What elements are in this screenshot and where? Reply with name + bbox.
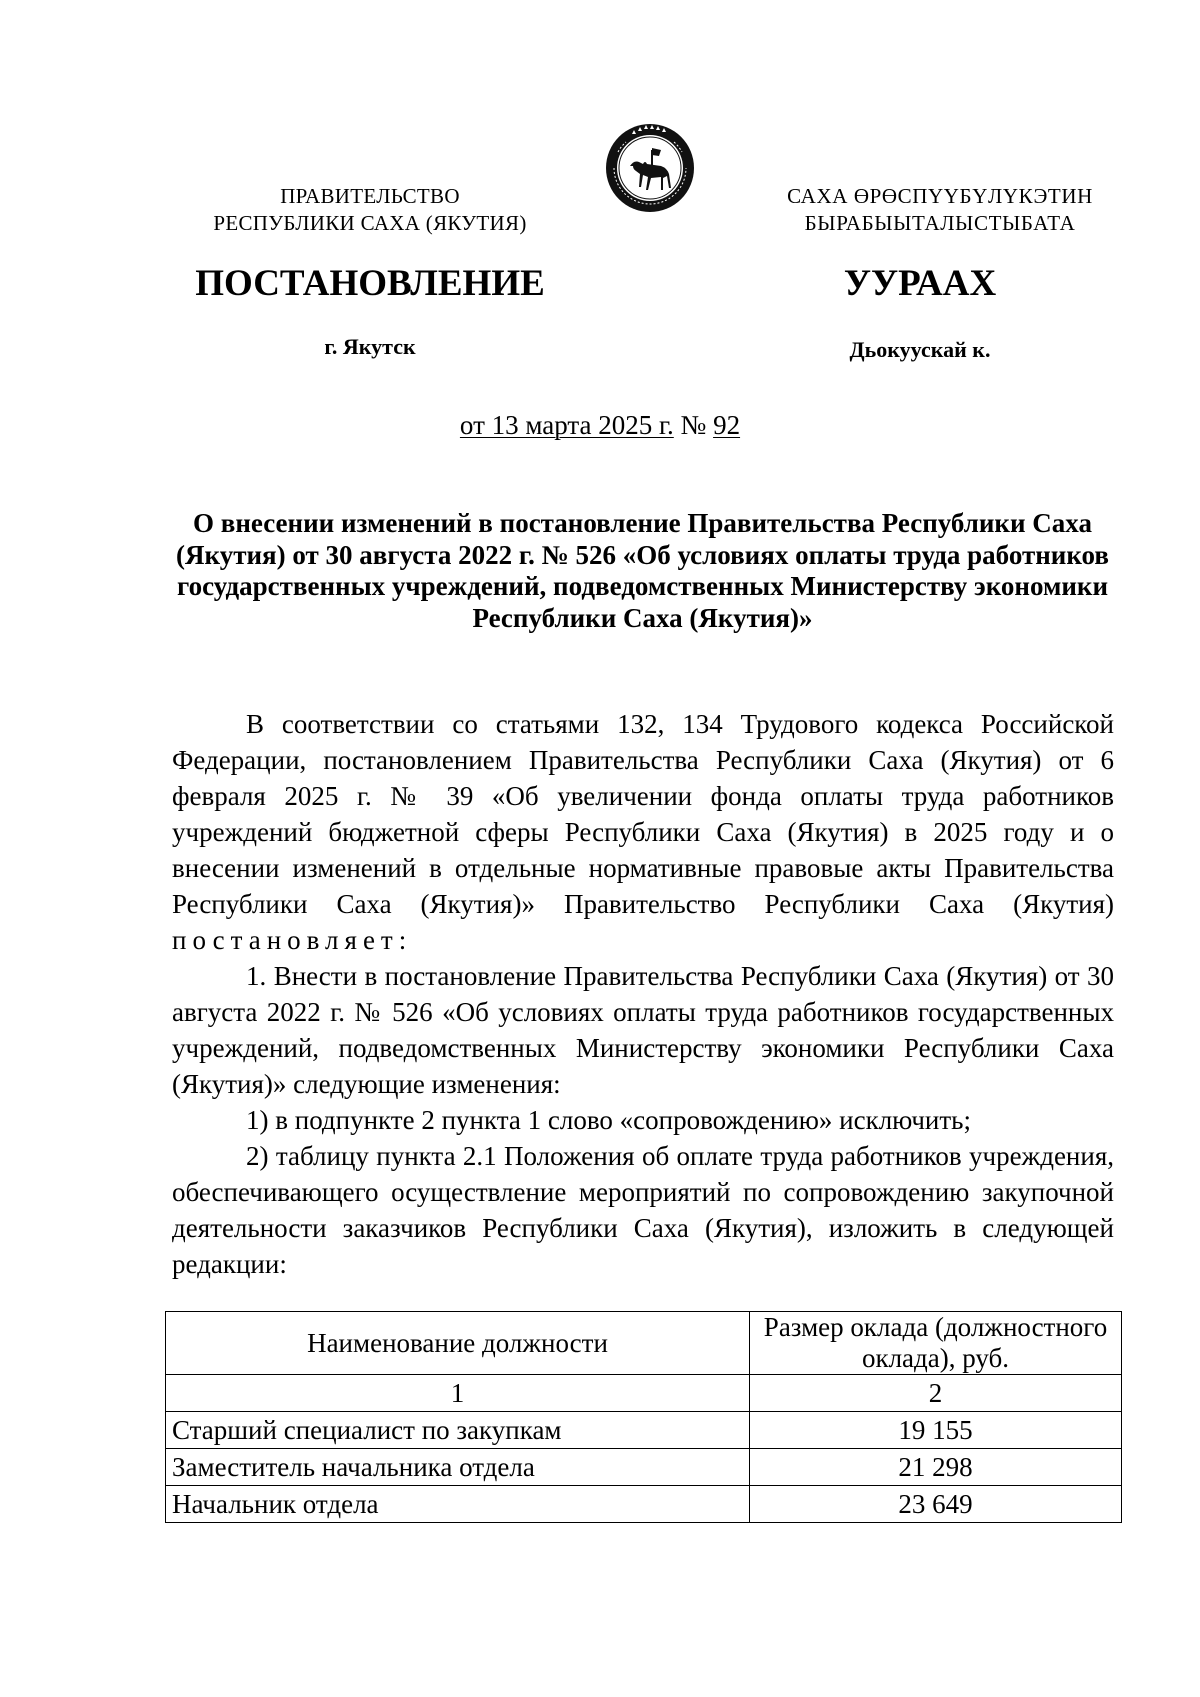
document-date: от 13 марта 2025 г. (459, 410, 674, 440)
subitem-2-paragraph: 2) таблицу пункта 2.1 Положения об оплате труда работников учреждения, обеспечивающего осуществление мероприятий по сопровождению закупочной деятельности заказчиков Республики Саха (Якутия), изложить в следующей редакции: (172, 1141, 1114, 1279)
header-salary: Размер оклада (должностного оклада), руб. (750, 1312, 1122, 1375)
document-title: О внесении изменений в постановление Правительства Республики Саха (Якутия) от 30 августа 2022 г. № 526 «Об условиях оплаты труда работников государственных учреждений, подведомственных Министерству экономики Республики Саха (Якутия)» (176, 508, 1109, 633)
document-number: 92 (713, 410, 741, 440)
position-cell: Старший специалист по закупкам (166, 1412, 750, 1449)
issuer-yakut-line2: БЫРАБЫЫТАЛЫСТЫБАТА (804, 211, 1076, 235)
preamble-verb: постановляет: (172, 925, 413, 955)
document-body (172, 706, 1114, 1282)
column-number-1: 1 (166, 1375, 750, 1412)
item-1-paragraph: 1. Внести в постановление Правительства Республики Саха (Якутия) от 30 августа 2022 г. № 526 «Об условиях оплаты труда работников государственных учреждений, подведомственных Министерству экономики Республики Саха (Якутия)» следующие изменения: (172, 961, 1114, 1099)
position-cell: Начальник отдела (166, 1486, 750, 1523)
salary-cell: 19 155 (750, 1412, 1122, 1449)
doc-type-russian: ПОСТАНОВЛЕНИЕ (195, 263, 545, 304)
issuer-yakut-line1: САХА ӨРӨСПҮҮБҮЛҮКЭТИН (787, 184, 1093, 208)
issuer-russian-line2: РЕСПУБЛИКИ САХА (ЯКУТИЯ) (213, 211, 527, 235)
number-sign: № (680, 410, 707, 440)
table-header-row (166, 1312, 1122, 1375)
coat-of-arms-icon (604, 122, 696, 214)
table-column-number-row (166, 1375, 1122, 1412)
preamble-text: В соответствии со статьями 132, 134 Трудового кодекса Российской Федерации, постановлением Правительства Республики Саха (Якутия) от 6 февраля 2025 г. № 39 «Об увеличении фонда оплаты труда работников учреждений бюджетной сферы Республики Саха (Якутия) в 2025 году и о внесении изменений в отдельные нормативные правовые акты Правительства Республики Саха (Якутия)» Правительство Республики Саха (Якутия) (172, 709, 1114, 919)
salary-table (165, 1311, 1122, 1523)
issuer-yakut (720, 183, 1160, 237)
table-row (166, 1412, 1122, 1449)
header-position: Наименование должности (166, 1312, 750, 1375)
city-russian: г. Якутск (324, 334, 416, 359)
table-row (166, 1486, 1122, 1523)
salary-cell: 23 649 (750, 1486, 1122, 1523)
position-cell: Заместитель начальника отдела (166, 1449, 750, 1486)
preamble-paragraph (172, 706, 1114, 958)
subitem-1-paragraph: 1) в подпункте 2 пункта 1 слово «сопровождению» исключить; (246, 1105, 971, 1135)
city-yakut: Дьокуускай к. (849, 337, 991, 362)
issuer-russian-line1: ПРАВИТЕЛЬСТВО (280, 184, 460, 208)
date-and-number (0, 408, 1200, 442)
column-number-2: 2 (750, 1375, 1122, 1412)
doc-type-yakut: УУРААХ (843, 263, 997, 304)
issuer-russian (160, 183, 580, 237)
salary-cell: 21 298 (750, 1449, 1122, 1486)
table-row (166, 1449, 1122, 1486)
